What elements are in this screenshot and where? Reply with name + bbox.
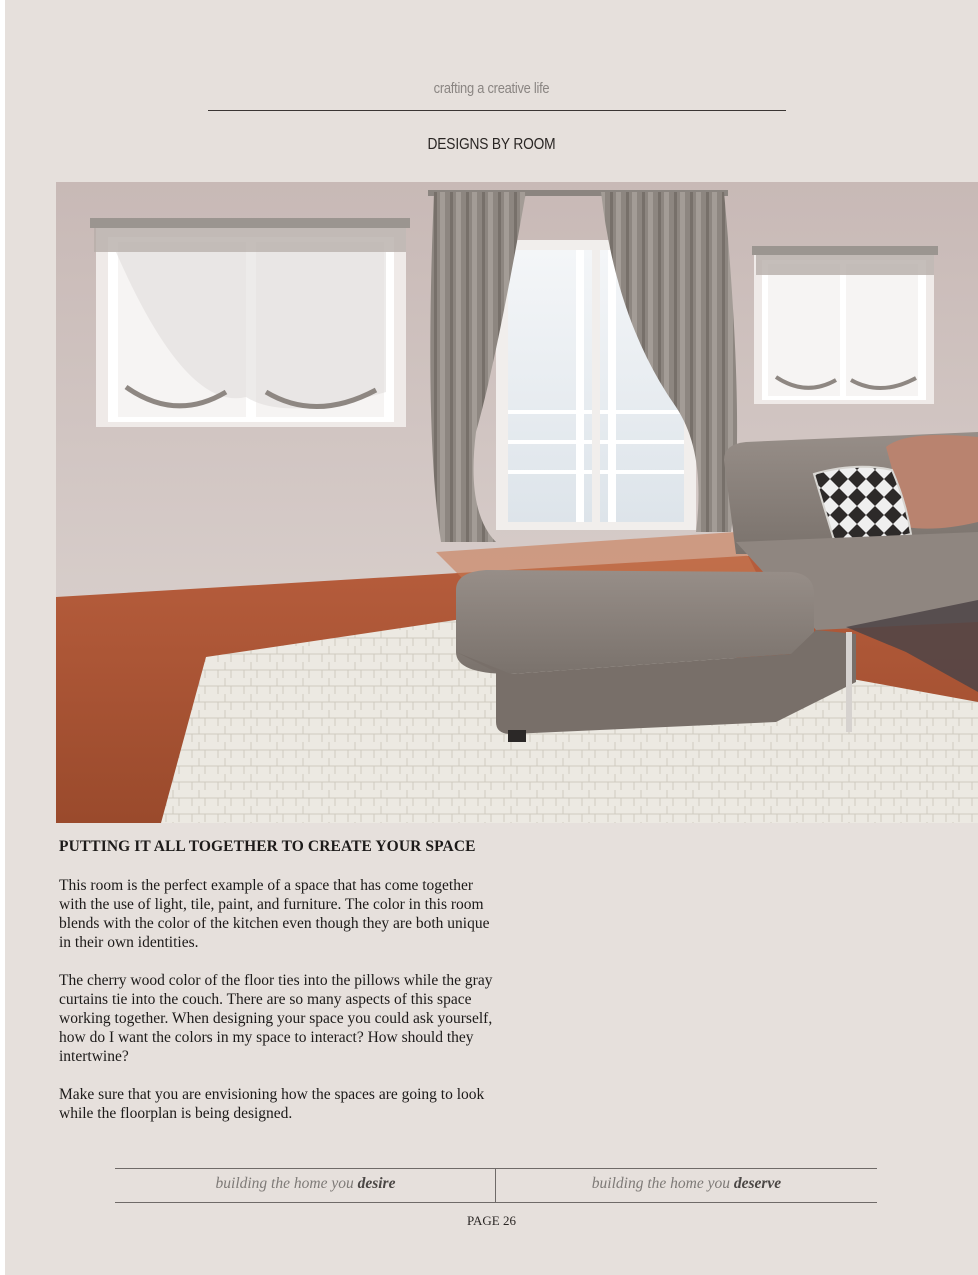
footer-tagline-left — [115, 1175, 496, 1193]
magazine-page — [5, 0, 978, 1275]
article-paragraph: The cherry wood color of the floor ties into the pillows while the gray curtains tie into the couch. There are so many aspects of this space working together. When designing your space you could ask yourself, how do I want the colors in my space to interact? How should they intertwine? — [59, 972, 493, 1065]
article-paragraph: This room is the perfect example of a space that has come together with the use of light, tile, paint, and furniture. The color in this room blends with the color of the kitchen even though they are both unique in their own identities. — [59, 877, 490, 951]
section-title: DESIGNS BY ROOM — [427, 136, 556, 153]
tagline-left-prefix: building the home you — [215, 1175, 358, 1192]
footer-tagline-right — [496, 1175, 877, 1193]
page-number: PAGE 26 — [466, 1213, 516, 1228]
article-heading: PUTTING IT ALL TOGETHER TO CREATE YOUR SPACE — [59, 838, 476, 855]
header-rule — [208, 110, 786, 111]
article-paragraph: Make sure that you are envisioning how the spaces are going to look while the floorplan is being designed. — [59, 1086, 485, 1122]
footer-rule-top — [115, 1168, 877, 1169]
tagline-left-emphasis: desire — [357, 1175, 396, 1192]
footer-rule-bottom — [115, 1202, 877, 1203]
tagline-right-prefix: building the home you — [591, 1175, 734, 1192]
living-room-photo — [56, 182, 978, 823]
tagline-right-emphasis: deserve — [733, 1175, 782, 1192]
running-head: crafting a creative life — [433, 80, 550, 97]
